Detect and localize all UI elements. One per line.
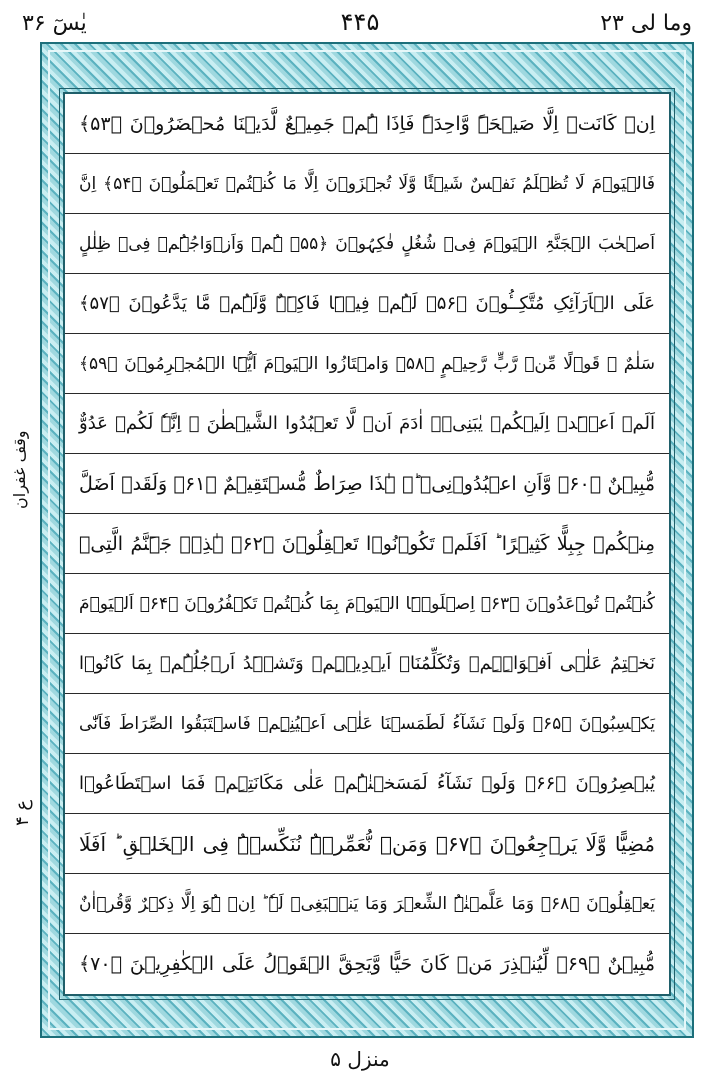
verse-line: اِنۡ کَانَتۡ اِلَّا صَیۡحَۃً وَّاحِدَۃً فَاِذَا ہُمۡ جَمِیۡعٌ لَّدَیۡنَا مُحۡضَرُوۡنَ ﴿۵۳﴾	[65, 94, 669, 154]
verse-line: نَخۡتِمُ عَلٰۤی اَفۡوَاہِہِمۡ وَتُکَلِّمُنَاۤ اَیۡدِیۡہِمۡ وَتَشۡہَدُ اَرۡجُلُہُمۡ بِمَا کَانُوۡا	[65, 634, 669, 694]
verse-line: فَالۡیَوۡمَ لَا تُظۡلَمُ نَفۡسٌ شَیۡئًا وَّلَا تُجۡزَوۡنَ اِلَّا مَا کُنۡتُمۡ تَعۡمَلُوۡنَ ﴿۵۴﴾ اِنَّ	[65, 154, 669, 214]
margin-ruku-marker: ع ۴	[12, 800, 33, 827]
manzil-footer: منزل ۵	[330, 1047, 390, 1071]
verse-line: سَلٰمٌ ۟ قَوۡلًا مِّنۡ رَّبٍّ رَّحِیۡمٍ ﴿۵۸﴾ وَامۡتَازُوا الۡیَوۡمَ اَیُّہَا الۡمُجۡرِمُوۡنَ ﴿۵۹﴾	[65, 334, 669, 394]
header-surah-label: یٰسٓ ۳۶	[22, 11, 87, 36]
verse-line: مُّبِیۡنٌ ﴿۶۹﴾ لِّیُنۡذِرَ مَنۡ کَانَ حَیًّا وَّیَحِقَّ الۡقَوۡلُ عَلَی الۡکٰفِرِیۡنَ ﴿۷۰﴾	[79, 953, 656, 975]
verse-line: یُبۡصِرُوۡنَ ﴿۶۶﴾ وَلَوۡ نَشَآءُ لَمَسَخۡنٰہُمۡ عَلٰی مَکَانَتِہِمۡ فَمَا اسۡتَطَاعُوۡا	[65, 754, 669, 814]
verse-line: مُّبِیۡنٌ ﴿۶۰﴾ وَّاَنِ اعۡبُدُوۡنِیۡ ؕؔ ہٰذَا صِرَاطٌ مُّسۡتَقِیۡمٌ ﴿۶۱﴾ وَلَقَدۡ اَضَلَّ	[65, 454, 669, 514]
verse-line: یَکۡسِبُوۡنَ ﴿۶۵﴾ وَلَوۡ نَشَآءُ لَطَمَسۡنَا عَلٰۤی اَعۡیُنِہِمۡ فَاسۡتَبَقُوا الصِّرَاطَ فَاَنّٰی	[65, 694, 669, 754]
verse-line: یَعۡقِلُوۡنَ ﴿۶۸﴾ وَمَا عَلَّمۡنٰہُ الشِّعۡرَ وَمَا یَنۡۢبَغِیۡ لَہٗ ؕ اِنۡ ہُوَ اِلَّا ذِکۡرٌ وَّقُرۡاٰنٌ	[65, 874, 669, 934]
verse-line: مُضِیًّا وَّلَا یَرۡجِعُوۡنَ ﴿۶۷﴾ وَمَنۡ نُّعَمِّرۡہُ نُنَکِّسۡہُ فِی الۡخَلۡقِ ؕ اَفَلَا	[65, 814, 669, 874]
text-panel	[63, 92, 671, 996]
page-number: ۴۴۵	[340, 8, 380, 36]
verse-line: عَلَی الۡاَرَآئِکِ مُتَّکِــُٔوۡنَ ﴿۵۶﴾ لَہُمۡ فِیۡہَا فَاکِہَۃٌ وَّلَہُمۡ مَّا یَدَّعُوۡنَ ﴿۵۷﴾	[65, 274, 669, 334]
margin-waqf-note: وقف غفران	[10, 430, 29, 509]
verse-line: اَلَمۡ اَعۡہَدۡ اِلَیۡکُمۡ یٰبَنِیۡۤ اٰدَمَ اَنۡ لَّا تَعۡبُدُوا الشَّیۡطٰنَ ۚ اِنَّہٗ لَکُمۡ عَدُوٌّ	[65, 394, 669, 454]
verse-line: کُنۡتُمۡ تُوۡعَدُوۡنَ ﴿۶۳﴾ اِصۡلَوۡہَا الۡیَوۡمَ بِمَا کُنۡتُمۡ تَکۡفُرُوۡنَ ﴿۶۴﴾ اَلۡیَوۡمَ	[65, 574, 669, 634]
verse-line: اَصۡحٰبَ الۡجَنَّۃِ الۡیَوۡمَ فِیۡ شُغُلٍ فٰکِہُوۡنَ ﴿۵۵﴾ ہُمۡ وَاَزۡوَاجُہُمۡ فِیۡ ظِلٰلٍ	[65, 214, 669, 274]
verse-line: مِنۡکُمۡ جِبِلًّا کَثِیۡرًا ؕ اَفَلَمۡ تَکُوۡنُوۡا تَعۡقِلُوۡنَ ﴿۶۲﴾ ہٰذِہٖ جَہَنَّمُ الَّتِیۡ	[65, 514, 669, 574]
header-juz-label: وما لی ۲۳	[600, 11, 692, 36]
